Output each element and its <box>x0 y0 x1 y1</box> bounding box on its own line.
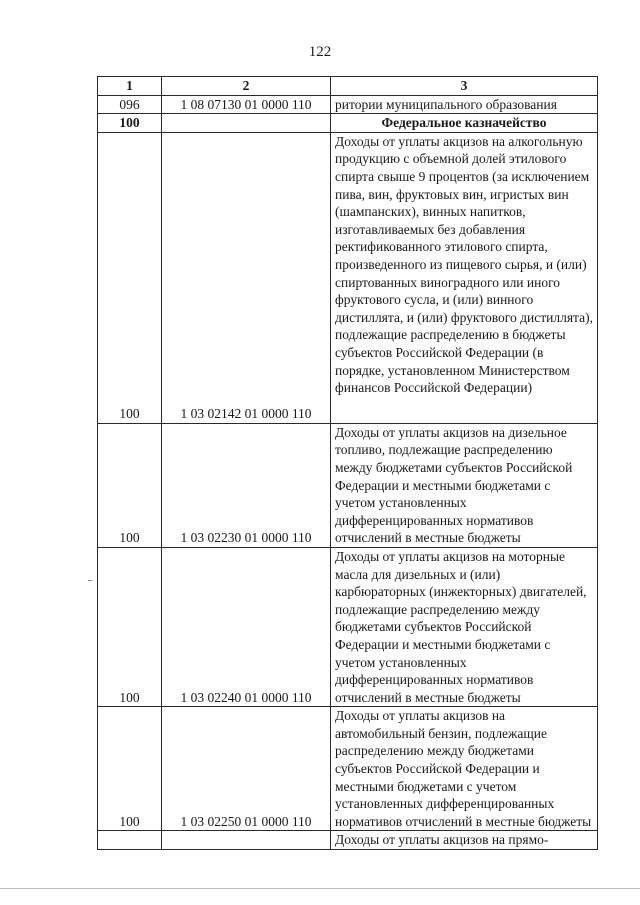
description-cell: ритории муниципального образования <box>331 95 598 114</box>
agency-heading-row <box>98 114 598 133</box>
budget-codes-table <box>97 76 598 850</box>
description-cell: Доходы от уплаты акцизов на моторные масла для дизельных и (или) карбюраторных (инжекторных) двигателей, подлежащие распределению между бюджетами субъектов Российской Федерации и местными бюджетами с учетом установленных дифференцированных нормативов отчислений в местные бюджеты <box>331 547 598 706</box>
page-bottom-rule <box>0 888 640 889</box>
table-row <box>98 95 598 114</box>
column-header: 1 <box>98 77 162 96</box>
agency-code-cell: 100 <box>98 132 162 423</box>
agency-code-cell: 096 <box>98 95 162 114</box>
income-code-cell: 1 03 02250 01 0000 110 <box>162 707 331 831</box>
table-row <box>98 831 598 850</box>
income-code-cell: 1 08 07130 01 0000 110 <box>162 95 331 114</box>
description-cell: Доходы от уплаты акцизов на дизельное топливо, подлежащие распределению между бюджетами субъектов Российской Федерации и местными бюджетами с учетом установленных дифференцированных нормативов отчислений в местные бюджеты <box>331 423 598 547</box>
agency-code-cell: 100 <box>98 707 162 831</box>
description-cell: Доходы от уплаты акцизов на прямо- <box>331 831 598 850</box>
table-row <box>98 132 598 423</box>
income-code-cell <box>162 114 331 133</box>
margin-mark <box>88 580 92 581</box>
agency-code-cell: 100 <box>98 114 162 133</box>
income-code-cell <box>162 831 331 850</box>
agency-name-cell: Федеральное казначейство <box>331 114 598 133</box>
income-code-cell: 1 03 02240 01 0000 110 <box>162 547 331 706</box>
description-cell: Доходы от уплаты акцизов на автомобильный бензин, подлежащие распределению между бюджетами субъектов Российской Федерации и местными бюджетами с учетом установленных дифференцированных нормативов отчислений в местные бюджеты <box>331 707 598 831</box>
column-header: 2 <box>162 77 331 96</box>
page-number: 122 <box>308 44 332 60</box>
table-row <box>98 423 598 547</box>
table-row <box>98 707 598 831</box>
description-cell: Доходы от уплаты акцизов на алкогольную продукцию с объемной долей этилового спирта свыше 9 процентов (за исключением пива, вин, фруктовых вин, игристых вин (шампанских), винных напитков, изготавливаемых без добавления ректификованного этилового спирта, произведенного из пищевого сырья, и (или) спиртованных виноградного или иного фруктового сусла, и (или) винного дистиллята, и (или) фруктового дистиллята), подлежащие распределению в бюджеты субъектов Российской Федерации (в порядке, установленном Министерством финансов Российской Федерации) <box>331 132 598 423</box>
table-row <box>98 547 598 706</box>
agency-code-cell: 100 <box>98 547 162 706</box>
income-code-cell: 1 03 02230 01 0000 110 <box>162 423 331 547</box>
agency-code-cell: 100 <box>98 423 162 547</box>
agency-code-cell <box>98 831 162 850</box>
table-header-row <box>98 77 598 96</box>
column-header: 3 <box>331 77 598 96</box>
income-code-cell: 1 03 02142 01 0000 110 <box>162 132 331 423</box>
